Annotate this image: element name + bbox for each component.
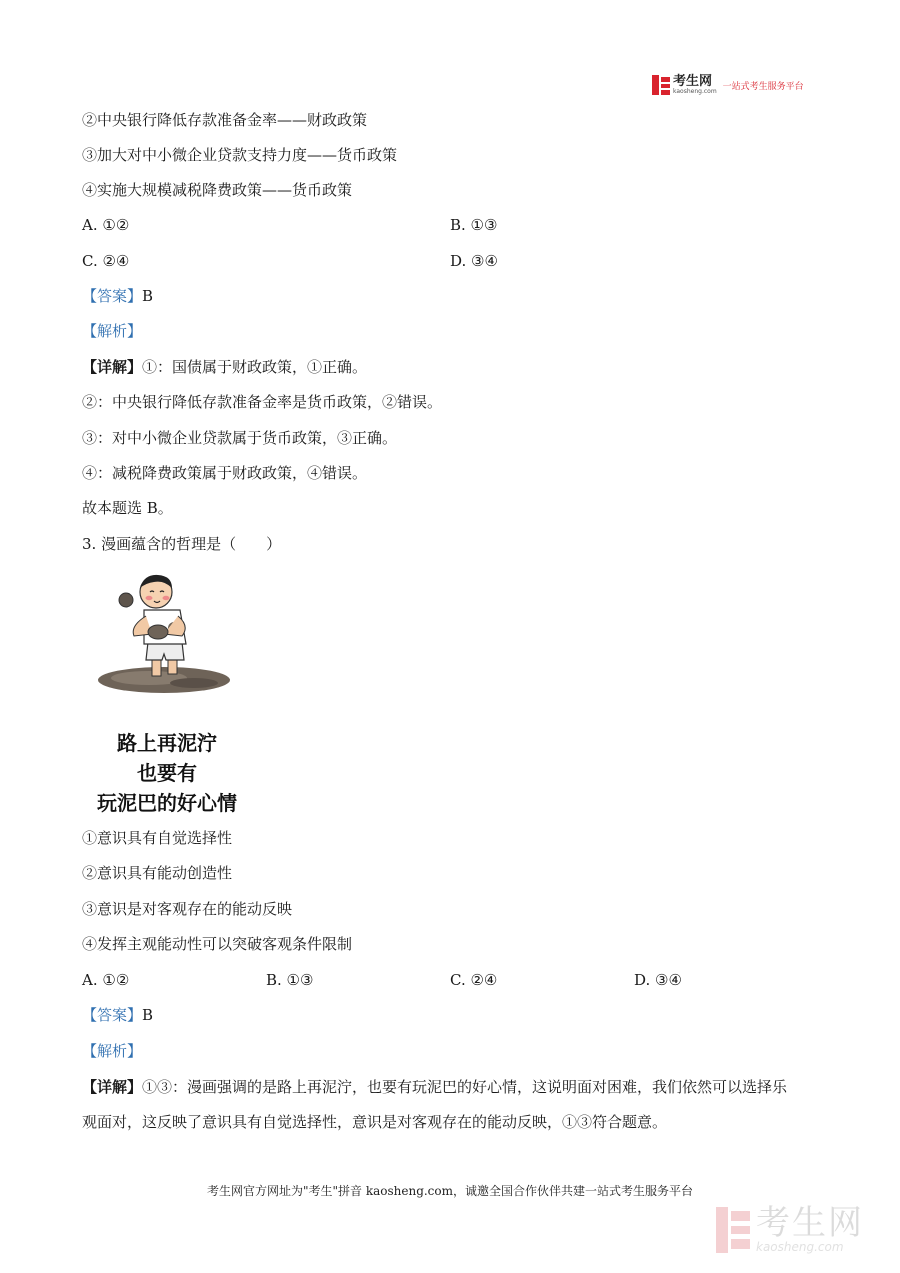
q3-option-b: B. ①③: [266, 971, 314, 989]
q3-item-4: ④发挥主观能动性可以突破客观条件限制: [82, 935, 353, 953]
q3-detail-1: [82, 1077, 787, 1097]
q2-answer-tag: 【答案】: [82, 287, 143, 305]
q2-detail-tag: 【详解】: [82, 358, 143, 376]
cartoon-caption-line-1: 路上再泥泞: [117, 731, 217, 755]
watermark-domain: kaosheng.com: [756, 1240, 844, 1254]
q2-item-2: ②中央银行降低存款准备金率——财政政策: [82, 111, 368, 129]
header-logo: [652, 72, 804, 98]
logo-domain: kaosheng.com: [673, 88, 717, 95]
q2-detail-2: ②：中央银行降低存款准备金率是货币政策，②错误。: [82, 393, 443, 411]
q2-analysis: [82, 321, 142, 341]
q3-detail-2: 观面对，这反映了意识具有自觉选择性，意识是对客观存在的能动反映，①③符合题意。: [82, 1113, 668, 1131]
page-footer: 考生网官方网址为"考生"拼音 kaosheng.com，诚邀全国合作伙伴共建一站式考生服务平台: [206, 1184, 694, 1198]
q3-option-d: D. ③④: [634, 971, 682, 989]
watermark-logo-icon: [716, 1207, 750, 1253]
q2-detail-4: ④：减税降费政策属于财政政策，④错误。: [82, 464, 368, 482]
q2-option-b: B. ①③: [450, 216, 498, 234]
q2-analysis-tag: 【解析】: [82, 322, 143, 340]
q3-item-2: ②意识具有能动创造性: [82, 864, 233, 882]
q3-answer-value: B: [142, 1006, 154, 1024]
q3-item-3: ③意识是对客观存在的能动反映: [82, 900, 293, 918]
q2-item-3: ③加大对中小微企业贷款支持力度——货币政策: [82, 146, 398, 164]
q2-item-4: ④实施大规模减税降费政策——货币政策: [82, 181, 353, 199]
q2-answer-value: B: [142, 287, 154, 305]
q2-option-c: C. ②④: [82, 252, 130, 270]
q3-stem: 3. 漫画蕴含的哲理是（ ）: [82, 535, 282, 553]
logo-name: 考生网: [673, 74, 713, 89]
kaosheng-logo-icon: [652, 75, 670, 95]
q3-item-1: ①意识具有自觉选择性: [82, 829, 233, 847]
q3-option-a: A. ①②: [82, 971, 130, 989]
q3-analysis: [82, 1041, 142, 1061]
q3-answer: [82, 1005, 153, 1025]
q2-detail-1: [82, 357, 367, 377]
q3-analysis-tag: 【解析】: [82, 1042, 143, 1060]
q2-detail-3: ③：对中小微企业贷款属于货币政策，③正确。: [82, 429, 398, 447]
q3-option-c: C. ②④: [450, 971, 498, 989]
q2-option-a: A. ①②: [82, 216, 130, 234]
watermark: [716, 1203, 864, 1254]
logo-slogan: 一站式考生服务平台: [722, 81, 804, 92]
q3-detail-tag: 【详解】: [82, 1078, 143, 1096]
watermark-name: 考生网: [756, 1203, 864, 1243]
cartoon-caption-line-2: 也要有: [137, 761, 197, 785]
q3-detail-text-1: ①③：漫画强调的是路上再泥泞，也要有玩泥巴的好心情，这说明面对困难，我们依然可以选择乐: [142, 1078, 788, 1096]
cartoon-caption: [82, 728, 252, 818]
cartoon-boy-playing-mud-image: [94, 570, 234, 700]
q2-answer: [82, 286, 153, 306]
q2-option-d: D. ③④: [450, 252, 498, 270]
q2-conclusion: 故本题选 B。: [82, 499, 173, 517]
q2-detail-text-1: ①：国债属于财政政策，①正确。: [142, 358, 368, 376]
cartoon-caption-line-3: 玩泥巴的好心情: [97, 791, 237, 815]
q3-answer-tag: 【答案】: [82, 1006, 143, 1024]
